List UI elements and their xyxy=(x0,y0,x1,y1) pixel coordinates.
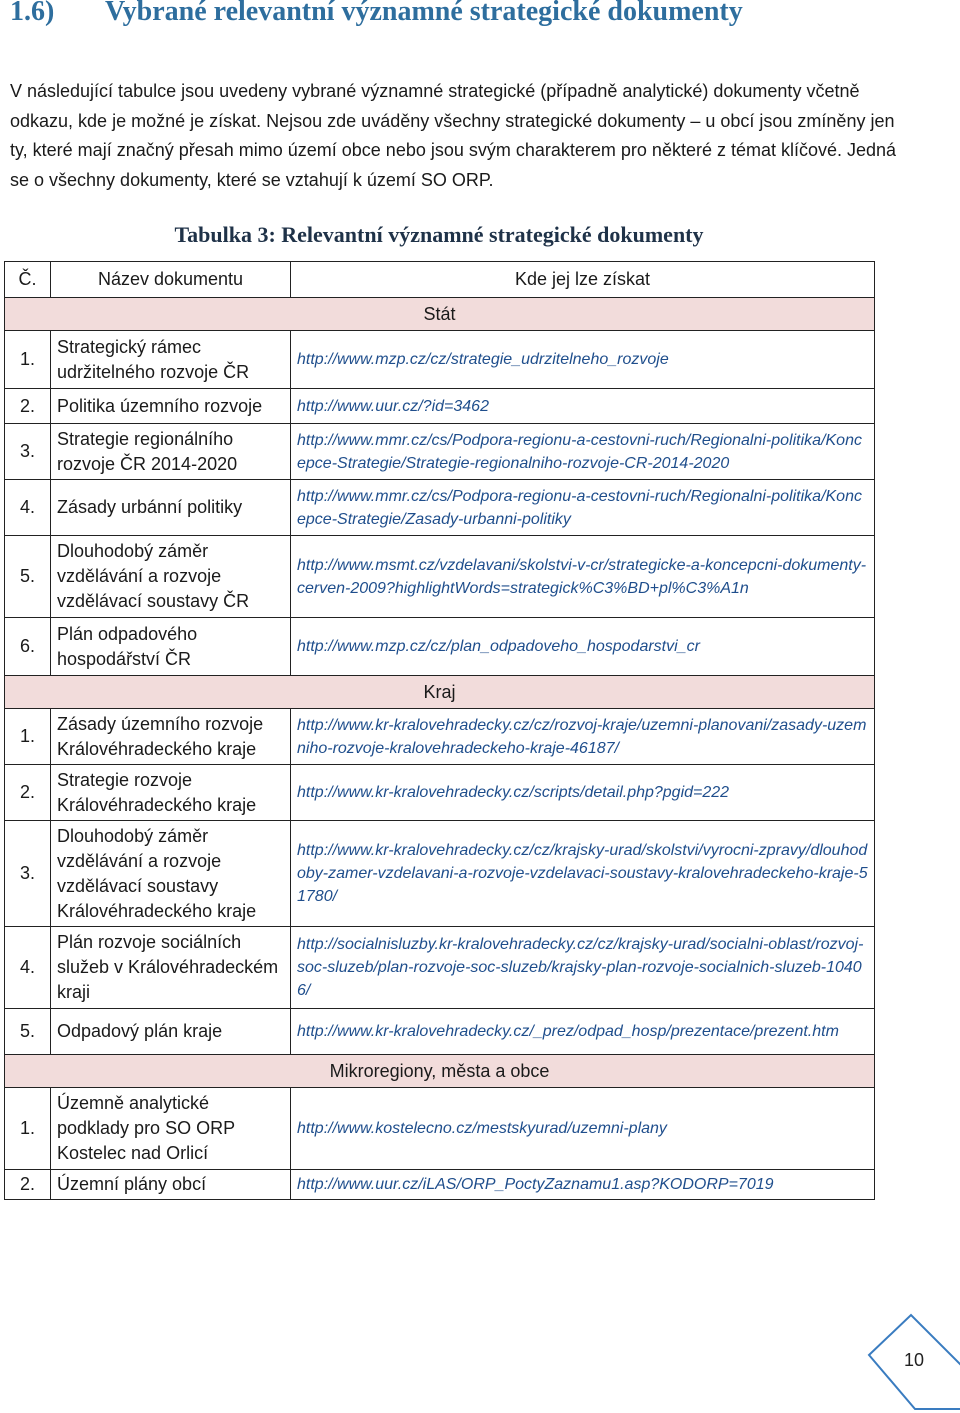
document-link[interactable]: http://www.mmr.cz/cs/Podpora-regionu-a-cestovni-ruch/Regionalni-politika/Koncepce-Strategie/Strategie-regionalniho-rozvoje-CR-2014-2020 xyxy=(291,424,875,480)
row-number: 6. xyxy=(5,618,51,676)
page-number: 10 xyxy=(903,1350,925,1370)
section-number: 1.6) xyxy=(10,0,55,27)
section-row xyxy=(5,298,875,331)
section-title: Vybrané relevantní významné strategické dokumenty xyxy=(105,0,743,27)
document-link[interactable]: http://www.uur.cz/iLAS/ORP_PoctyZaznamu1.asp?KODORP=7019 xyxy=(291,1170,875,1200)
document-link[interactable]: http://www.kr-kralovehradecky.cz/cz/krajsky-urad/skolstvi/vyrocni-zpravy/dlouhodoby-zamer-vzdelavani-a-rozvoje-vzdelavaci-soustavy-kralovehradeckeho-kraje-51780/ xyxy=(291,821,875,927)
section-title: Mikroregiony, města a obce xyxy=(5,1055,875,1088)
document-link[interactable]: http://www.kr-kralovehradecky.cz/_prez/odpad_hosp/prezentace/prezent.htm xyxy=(291,1009,875,1055)
row-number: 1. xyxy=(5,709,51,765)
table-row xyxy=(5,480,875,536)
section-heading xyxy=(10,0,743,28)
section-row xyxy=(5,676,875,709)
intro-paragraph: V následující tabulce jsou uvedeny vybrané významné strategické (případně analytické) dokumenty včetně odkazu, kde je možné je získat. Nejsou zde uváděny všechny strategické dokumenty – u obcí jsou zmíněny jen ty, které mají značný přesah mimo území obce nebo jsou svým charakterem pro některé z témat klíčové. Jedná se o všechny dokumenty, které se vztahují k území SO ORP. xyxy=(10,81,897,190)
table-row xyxy=(5,821,875,927)
document-name: Strategický rámec udržitelného rozvoje ČR xyxy=(51,331,291,389)
table-row xyxy=(5,424,875,480)
row-number: 4. xyxy=(5,927,51,1009)
header-location: Kde jej lze získat xyxy=(291,262,875,298)
row-number: 3. xyxy=(5,821,51,927)
document-link[interactable]: http://www.kostelecno.cz/mestskyurad/uzemni-plany xyxy=(291,1088,875,1170)
row-number: 4. xyxy=(5,480,51,536)
document-name: Dlouhodobý záměr vzdělávání a rozvoje vzdělávací soustavy Královéhradeckého kraje xyxy=(51,821,291,927)
table-row xyxy=(5,765,875,821)
table-header-row xyxy=(5,262,875,298)
document-link[interactable]: http://socialnisluzby.kr-kralovehradecky.cz/cz/krajsky-urad/socialni-oblast/rozvoj-soc-sluzeb/plan-rozvoje-soc-sluzeb/krajsky-plan-rozvoje-socialnich-sluzeb-10406/ xyxy=(291,927,875,1009)
header-number: Č. xyxy=(5,262,51,298)
document-link[interactable]: http://www.mmr.cz/cs/Podpora-regionu-a-cestovni-ruch/Regionalni-politika/Koncepce-Strategie/Zasady-urbanni-politiky xyxy=(291,480,875,536)
document-link[interactable]: http://www.kr-kralovehradecky.cz/cz/rozvoj-kraje/uzemni-planovani/zasady-uzemniho-rozvoje-kralovehradeckeho-kraje-46187/ xyxy=(291,709,875,765)
table-row xyxy=(5,618,875,676)
document-name: Odpadový plán kraje xyxy=(51,1009,291,1055)
table-body xyxy=(5,298,875,1200)
table-row xyxy=(5,331,875,389)
table-row xyxy=(5,709,875,765)
table-row xyxy=(5,927,875,1009)
documents-table xyxy=(4,261,875,1200)
row-number: 1. xyxy=(5,1088,51,1170)
table-row xyxy=(5,1009,875,1055)
row-number: 2. xyxy=(5,765,51,821)
document-name: Územní plány obcí xyxy=(51,1170,291,1200)
document-name: Plán odpadového hospodářství ČR xyxy=(51,618,291,676)
table-caption: Tabulka 3: Relevantní významné strategické dokumenty xyxy=(174,222,704,247)
table-row xyxy=(5,1088,875,1170)
document-name: Strategie rozvoje Královéhradeckého kraje xyxy=(51,765,291,821)
table-row xyxy=(5,389,875,424)
document-link[interactable]: http://www.kr-kralovehradecky.cz/scripts/detail.php?pgid=222 xyxy=(291,765,875,821)
header-name: Název dokumentu xyxy=(51,262,291,298)
row-number: 5. xyxy=(5,536,51,618)
document-name: Dlouhodobý záměr vzdělávání a rozvoje vzdělávací soustavy ČR xyxy=(51,536,291,618)
document-name: Zásady územního rozvoje Královéhradeckého kraje xyxy=(51,709,291,765)
row-number: 5. xyxy=(5,1009,51,1055)
document-link[interactable]: http://www.mzp.cz/cz/strategie_udrzitelneho_rozvoje xyxy=(291,331,875,389)
row-number: 3. xyxy=(5,424,51,480)
document-link[interactable]: http://www.uur.cz/?id=3462 xyxy=(291,389,875,424)
document-link[interactable]: http://www.msmt.cz/vzdelavani/skolstvi-v-cr/strategicke-a-koncepcni-dokumenty-cerven-2009?highlightWords=strategick%C3%BD+pl%C3%A1n xyxy=(291,536,875,618)
section-title: Kraj xyxy=(5,676,875,709)
document-name: Strategie regionálního rozvoje ČR 2014-2020 xyxy=(51,424,291,480)
document-name: Politika územního rozvoje xyxy=(51,389,291,424)
document-name: Plán rozvoje sociálních služeb v Královéhradeckém kraji xyxy=(51,927,291,1009)
document-name: Územně analytické podklady pro SO ORP Kostelec nad Orlicí xyxy=(51,1088,291,1170)
row-number: 2. xyxy=(5,389,51,424)
row-number: 2. xyxy=(5,1170,51,1200)
section-row xyxy=(5,1055,875,1088)
document-link[interactable]: http://www.mzp.cz/cz/plan_odpadoveho_hospodarstvi_cr xyxy=(291,618,875,676)
table-row xyxy=(5,536,875,618)
row-number: 1. xyxy=(5,331,51,389)
section-title: Stát xyxy=(5,298,875,331)
table-row xyxy=(5,1170,875,1200)
document-name: Zásady urbánní politiky xyxy=(51,480,291,536)
